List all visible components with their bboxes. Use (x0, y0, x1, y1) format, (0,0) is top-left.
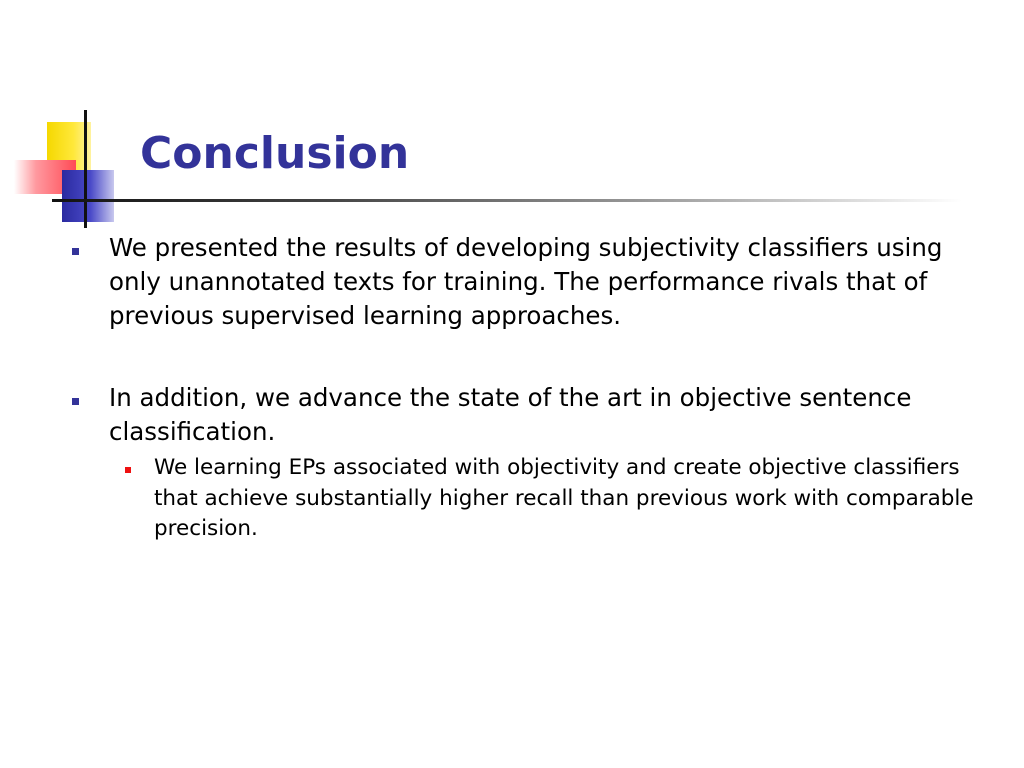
slide-content (70, 231, 980, 545)
square-sub-bullet-icon (125, 467, 131, 473)
decorative-vertical-line (84, 110, 87, 228)
decorative-blue-square (62, 170, 114, 222)
sub-bullet-text: We learning EPs associated with objectivity and create objective classifiers that achieve substantially higher recall than previous work with comparable precision. (154, 455, 974, 541)
sub-bullet-item (115, 453, 980, 545)
title-underline (52, 199, 962, 202)
bullet-item (70, 231, 980, 333)
sub-bullet-list (115, 453, 980, 545)
slide-title: Conclusion (140, 128, 410, 179)
bullet-text: In addition, we advance the state of the art in objective sentence classification. (109, 383, 912, 446)
bullet-text: We presented the results of developing subjectivity classifiers using only unannotated texts for training. The performance rivals that of previous supervised learning approaches. (109, 233, 943, 330)
bullet-item (70, 381, 980, 449)
square-bullet-icon (72, 398, 79, 405)
square-bullet-icon (72, 248, 79, 255)
